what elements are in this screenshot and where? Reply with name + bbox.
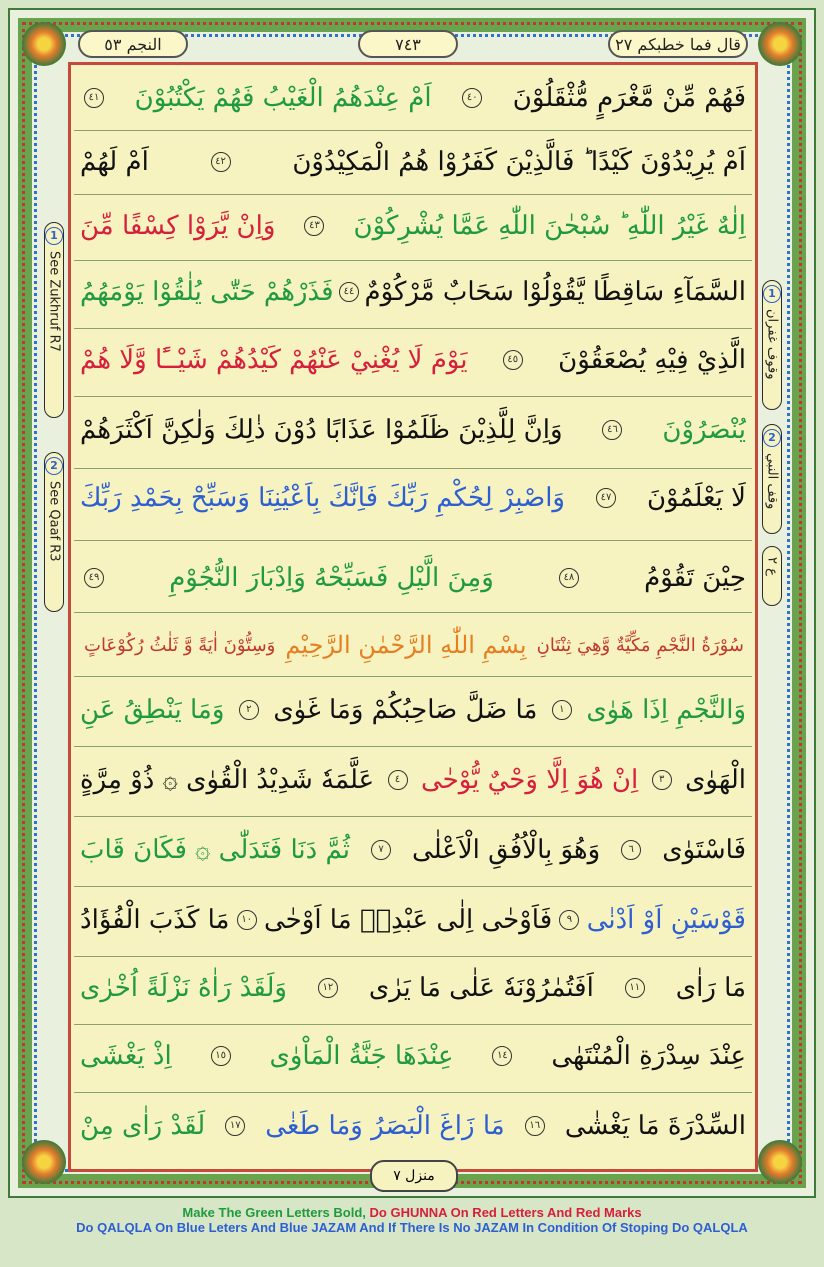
verse-text: اِذْ يَغْشَى xyxy=(80,1041,172,1071)
verse-text: وَلَقَدْ رَاٰهُ نَزْلَةً اُخْرٰى xyxy=(80,973,287,1003)
instruction-line-2: Do QALQLA On Blue Leters And Blue JAZAM And If There Is No JAZAM In Condition Of Stoping Do QALQLA xyxy=(76,1220,748,1235)
verse-text: وَاِنْ يَّرَوْا كِسْفًا مِّنَ xyxy=(80,211,276,241)
verse-text: اَمْ لَهُمْ xyxy=(80,147,149,177)
verse-text: لَا يَعْلَمُوْنَ xyxy=(646,483,746,513)
right-note-2 xyxy=(762,424,782,534)
aya-marker: ١٢ xyxy=(318,978,338,998)
aya-marker: ١٤ xyxy=(492,1046,512,1066)
verse-line-6 xyxy=(80,404,746,456)
verse-line-15 xyxy=(80,1100,746,1152)
aya-marker: ٦ xyxy=(621,840,641,860)
page-header xyxy=(48,28,778,62)
note-number: 1 xyxy=(45,227,63,245)
line-rule xyxy=(74,540,752,541)
instruction-line-1 xyxy=(0,1205,824,1220)
verse-text: وَاِنَّ لِلَّذِيْنَ ظَلَمُوْا عَذَابًا دُوْنَ ذٰلِكَ وَلٰكِنَّ اَكْثَرَهُمْ xyxy=(80,415,563,445)
verse-line-9 xyxy=(80,684,746,736)
aya-marker: ١٧ xyxy=(225,1116,245,1136)
verse-line-4 xyxy=(80,266,746,318)
verse-text: عَلَّمَهٗ شَدِيْدُ الْقُوٰى ۞ ذُوْ مِرَّةٍ xyxy=(80,765,375,795)
verse-line-12 xyxy=(80,894,746,946)
bismillah: بِسْمِ اللّٰهِ الرَّحْمٰنِ الرَّحِيْمِ xyxy=(285,631,527,659)
note-number: 1 xyxy=(763,285,781,303)
aya-marker: ٤ xyxy=(388,770,408,790)
aya-marker: ٤٧ xyxy=(596,488,616,508)
verse-line-3 xyxy=(80,200,746,252)
verse-text: لَقَدْ رَاٰى مِنْ xyxy=(80,1111,206,1141)
verse-text: فَاسْتَوٰى xyxy=(662,835,746,865)
corner-ornament-icon xyxy=(758,1140,802,1184)
line-rule xyxy=(74,260,752,261)
line-rule xyxy=(74,956,752,957)
line-rule xyxy=(74,396,752,397)
line-rule xyxy=(74,130,752,131)
aya-marker: ٩ xyxy=(559,910,579,930)
verse-text: وَمِنَ الَّيْلِ فَسَبِّحْهُ وَاِدْبَارَ النُّجُوْمِ xyxy=(169,563,494,593)
aya-marker: ٣ xyxy=(652,770,672,790)
verse-line-7 xyxy=(80,472,746,524)
verse-text: السِّدْرَةَ مَا يَغْشٰى xyxy=(564,1111,746,1141)
note-number: 2 xyxy=(763,429,781,447)
aya-marker: ٧ xyxy=(371,840,391,860)
right-note-1 xyxy=(762,280,782,410)
verse-text: وَمَا يَنْطِقُ عَنِ xyxy=(80,695,225,725)
aya-marker: ١ xyxy=(552,700,572,720)
note-text: See Qaaf R3 xyxy=(46,481,62,562)
verse-text: قَوْسَيْنِ اَوْ اَدْنٰى xyxy=(586,905,746,935)
verse-text: اَفَتُمٰرُوْنَهٗ عَلٰى مَا يَرٰى xyxy=(368,973,594,1003)
aya-marker: ٢ xyxy=(239,700,259,720)
verse-line-10 xyxy=(80,754,746,806)
verse-text: وَهُوَ بِالْاُفُقِ الْاَعْلٰى xyxy=(412,835,601,865)
surah-title: سُوْرَةُ النَّجْمِ مَكِّيَّةٌ وَّهِيَ ثِنْتَانِ xyxy=(536,634,744,656)
verse-text: عِنْدَهَا جَنَّةُ الْمَاْوٰى xyxy=(269,1041,454,1071)
corner-ornament-icon xyxy=(22,1140,66,1184)
verse-text: يُنْصَرُوْنَ xyxy=(662,415,746,445)
aya-marker: ١٥ xyxy=(211,1046,231,1066)
verse-text: اِنْ هُوَ اِلَّا وَحْيٌ يُّوْحٰى xyxy=(420,765,639,795)
line-rule xyxy=(74,194,752,195)
verse-text: وَاصْبِرْ لِحُكْمِ رَبِّكَ فَاِنَّكَ بِاَعْيُنِنَا وَسَبِّحْ بِحَمْدِ رَبِّكَ xyxy=(80,483,565,513)
verse-line-2 xyxy=(80,136,746,188)
verse-text: حِيْنَ تَقُوْمُ xyxy=(644,563,746,593)
verse-line-1 xyxy=(80,72,746,124)
line-rule xyxy=(74,468,752,469)
aya-marker: ٤٩ xyxy=(84,568,104,588)
ruku-marker xyxy=(762,546,782,606)
verse-line-5 xyxy=(80,334,746,386)
line-rule xyxy=(74,676,752,677)
ruku-text: ع ٢ xyxy=(764,557,780,576)
page-number: ٧٤٣ xyxy=(358,30,458,58)
left-note-1 xyxy=(44,222,64,418)
verse-text: فَهُمْ مِّنْ مَّغْرَمٍ مُّثْقَلُوْنَ xyxy=(512,83,746,113)
verse-text: اِلٰهٌ غَيْرُ اللّٰهِ ؕ سُبْحٰنَ اللّٰهِ عَمَّا يُشْرِكُوْنَ xyxy=(353,211,746,241)
verse-text: يَوْمَ لَا يُغْنِيْ عَنْهُمْ كَيْدُهُمْ شَيْــًٔا وَّلَا هُمْ xyxy=(80,345,468,375)
manzil-marker: منزل ٧ xyxy=(370,1160,458,1192)
verse-line-14 xyxy=(80,1030,746,1082)
aya-marker: ١٠ xyxy=(237,910,257,930)
note-text: وقف النبي xyxy=(764,453,780,510)
verse-text: ثُمَّ دَنَا فَتَدَلّٰى ۞ فَكَانَ قَابَ xyxy=(80,835,350,865)
line-rule xyxy=(74,1092,752,1093)
tajweed-instructions xyxy=(0,1205,824,1235)
verse-text: مَا زَاغَ الْبَصَرُ وَمَا طَغٰى xyxy=(265,1111,505,1141)
aya-marker: ٤٦ xyxy=(602,420,622,440)
aya-marker: ٤٤ xyxy=(339,282,359,302)
verse-text: وَالنَّجْمِ اِذَا هَوٰى xyxy=(586,695,746,725)
green-instruction: Make The Green Letters Bold, xyxy=(182,1205,366,1220)
surah-banner xyxy=(84,621,744,669)
verse-text: فَاَوْحٰى اِلٰى عَبْدِهٖ مَا اَوْحٰى xyxy=(264,905,553,935)
line-rule xyxy=(74,816,752,817)
aya-marker: ٤٠ xyxy=(462,88,482,108)
surah-info: وَسِتُّوْنَ اٰيَةً وَّ ثَلٰثُ رُكُوْعَاتٍ xyxy=(84,634,276,656)
aya-marker: ١٦ xyxy=(525,1116,545,1136)
juz-label: قال فما خطبكم ٢٧ xyxy=(608,30,748,58)
line-rule xyxy=(74,328,752,329)
aya-marker: ٤٣ xyxy=(304,216,324,236)
aya-marker: ٤٥ xyxy=(503,350,523,370)
note-text: See Zukhruf R7 xyxy=(46,251,62,352)
note-text: وقوف غفران xyxy=(764,309,780,380)
verse-text: الَّذِيْ فِيْهِ يُصْعَقُوْنَ xyxy=(558,345,746,375)
verse-text: اَمْ عِنْدَهُمُ الْغَيْبُ فَهُمْ يَكْتُبُوْنَ xyxy=(134,83,432,113)
line-rule xyxy=(74,1024,752,1025)
verse-text: مَا كَذَبَ الْفُؤَادُ xyxy=(80,905,230,935)
line-rule xyxy=(74,612,752,613)
aya-marker: ١١ xyxy=(625,978,645,998)
verse-text: فَذَرْهُمْ حَتّٰى يُلٰقُوْا يَوْمَهُمُ xyxy=(80,277,334,307)
verse-line-8 xyxy=(80,552,746,604)
verse-line-13 xyxy=(80,962,746,1014)
red-instruction: Do GHUNNA On Red Letters And Red Marks xyxy=(369,1205,642,1220)
surah-label: النجم ٥٣ xyxy=(78,30,188,58)
verse-line-11 xyxy=(80,824,746,876)
aya-marker: ٤٢ xyxy=(211,152,231,172)
left-note-2 xyxy=(44,452,64,612)
verse-text: الْهَوٰى xyxy=(685,765,746,795)
line-rule xyxy=(74,886,752,887)
verse-text: مَا رَاٰى xyxy=(675,973,746,1003)
aya-marker: ٤٨ xyxy=(559,568,579,588)
verse-text: السَّمَآءِ سَاقِطًا يَّقُوْلُوْا سَحَابٌ مَّرْكُوْمٌ xyxy=(364,277,746,307)
line-rule xyxy=(74,746,752,747)
aya-marker: ٤١ xyxy=(84,88,104,108)
note-number: 2 xyxy=(45,457,63,475)
verse-text: عِنْدَ سِدْرَةِ الْمُنْتَهٰى xyxy=(551,1041,746,1071)
verse-text: اَمْ يُرِيْدُوْنَ كَيْدًا ؕ فَالَّذِيْنَ كَفَرُوْا هُمُ الْمَكِيْدُوْنَ xyxy=(292,147,746,177)
verse-text: مَا ضَلَّ صَاحِبُكُمْ وَمَا غَوٰى xyxy=(273,695,538,725)
